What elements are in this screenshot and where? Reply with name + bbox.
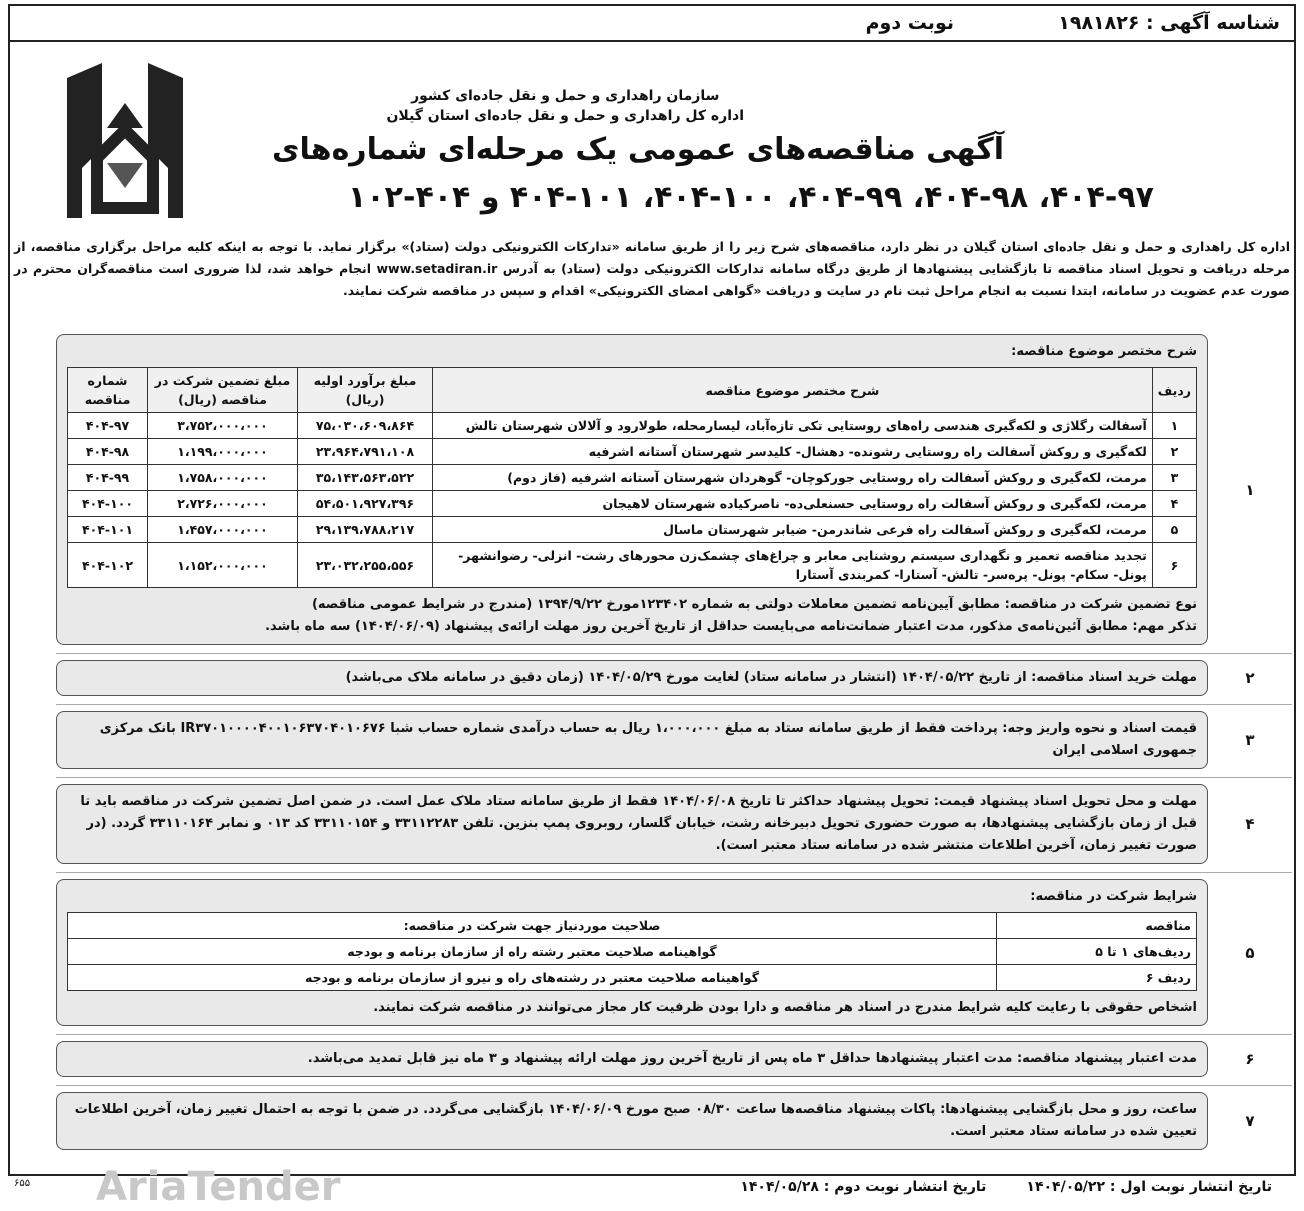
table-cell: ۲،۷۲۶،۰۰۰،۰۰۰ bbox=[148, 491, 298, 517]
table-row bbox=[68, 491, 1197, 517]
col-header: شماره مناقصه bbox=[68, 368, 148, 413]
col-header: مناقصه bbox=[997, 913, 1197, 939]
page-code: ۶۵۵ bbox=[14, 1178, 31, 1189]
table-cell: ۲۳،۰۳۲،۲۵۵،۵۵۶ bbox=[298, 543, 433, 588]
notice-header bbox=[10, 6, 1294, 42]
table-cell: ۴۰۴-۹۷ bbox=[68, 413, 148, 439]
section-row-4 bbox=[56, 777, 1292, 864]
intro-paragraph: اداره کل راهداری و حمل و نقل جاده‌ای استان گیلان در نظر دارد، مناقصه‌های شرح زیر را از طریق سامانه «تدارکات الکترونیکی دولت (ستاد)» برگزار نماید. با توجه به اینکه کلیه مراحل برگزاری مناقصه، از مرحله دریافت و تحویل اسناد مناقصه تا بازگشایی پیشنهادها از طریق درگاه سامانه تدارکات الکترونیکی دولت (ستاد) به آدرس www.setadiran.ir انجام خواهد شد، لذا ضروری است مناقصه‌گران محترم در صورت عدم عضویت در سامانه، ابتدا نسبت به انجام مراحل ثبت نام در سایت و دریافت «گواهی امضای الکترونیکی» اقدام و سپس در مناقصه شرکت نمایند. bbox=[14, 239, 1290, 298]
table-cell: ۴۰۴-۹۹ bbox=[68, 465, 148, 491]
table-row bbox=[68, 413, 1197, 439]
table-cell: ۷۵،۰۳۰،۶۰۹،۸۶۴ bbox=[298, 413, 433, 439]
table-row bbox=[68, 517, 1197, 543]
submission-deadline: مهلت و محل تحویل اسناد پیشنهاد قیمت: تحویل پیشنهاد حداکثر تا تاریخ ۱۴۰۴/۰۶/۰۸ فقط از طریق سامانه ستاد ملاک عمل است. در ضمن اصل تضمین شرکت در مناقصه باید تا قبل از زمان بازگشایی پیشنهادها، به صورت حضوری تحویل دبیرخانه رشت، خیابان گلسار، روبروی پمپ بنزین. تلفن ۳۳۱۱۲۲۸۳ و ۳۳۱۱۰۱۵۴ کد ۰۱۳ و نمابر ۳۳۱۱۰۱۶۴ گردد. (در صورت تغییر زمان، آخرین اطلاعات منتشر شده در سامانه ستاد معتبر است). bbox=[80, 794, 1197, 853]
road-organization-logo-icon bbox=[62, 58, 188, 226]
tender-numbers: ۴۰۴-۹۷، ۴۰۴-۹۸، ۴۰۴-۹۹، ۴۰۴-۱۰۰، ۴۰۴-۱۰۱ و ۴۰۴-۱۰۲ bbox=[348, 180, 1154, 215]
table-cell: ۴ bbox=[1152, 491, 1196, 517]
section-heading: شرایط شرکت در مناقصه: bbox=[1030, 889, 1197, 904]
table-header-row bbox=[68, 368, 1197, 413]
section-6 bbox=[56, 1041, 1208, 1077]
section-5 bbox=[56, 879, 1208, 1026]
table-cell: ۴۰۴-۱۰۲ bbox=[68, 543, 148, 588]
table-cell: ۲۹،۱۳۹،۷۸۸،۲۱۷ bbox=[298, 517, 433, 543]
section-row-2 bbox=[56, 653, 1292, 696]
section-3 bbox=[56, 711, 1208, 769]
table-cell: مرمت، لکه‌گیری و روکش آسفالت راه روستایی حسنعلی‌ده- ناصرکیاده شهرستان لاهیجان bbox=[433, 491, 1153, 517]
col-header: مبلغ تضمین شرکت در مناقصه (ریال) bbox=[148, 368, 298, 413]
section-row-1 bbox=[56, 334, 1292, 645]
section-heading: شرح مختصر موضوع مناقصه: bbox=[1011, 344, 1197, 359]
table-cell: ۱،۱۹۹،۰۰۰،۰۰۰ bbox=[148, 439, 298, 465]
org-line: سازمان راهداری و حمل و نقل جاده‌ای کشور bbox=[411, 88, 720, 104]
table-cell: ۱،۷۵۸،۰۰۰،۰۰۰ bbox=[148, 465, 298, 491]
col-header: مبلغ برآورد اولیه (ریال) bbox=[298, 368, 433, 413]
bid-validity: مدت اعتبار پیشنهاد مناقصه: مدت اعتبار پیشنهادها حداقل ۳ ماه پس از تاریخ آخرین روز مهلت ارائه پیشنهاد و ۳ ماه نیز قابل تمدید می‌باشد. bbox=[307, 1051, 1197, 1066]
table-cell: ردیف ۶ bbox=[997, 965, 1197, 991]
table-row bbox=[68, 939, 1197, 965]
table-header-row bbox=[68, 913, 1197, 939]
table-cell: ۴۰۴-۹۸ bbox=[68, 439, 148, 465]
publication-round: نوبت دوم bbox=[865, 12, 954, 34]
table-cell: ۵ bbox=[1152, 517, 1196, 543]
section-4 bbox=[56, 784, 1208, 864]
section-row-3 bbox=[56, 704, 1292, 769]
section-1 bbox=[56, 334, 1208, 645]
section-2 bbox=[56, 660, 1208, 696]
table-cell: گواهینامه صلاحیت معتبر رشته راه از سازمان برنامه و بودجه bbox=[68, 939, 997, 965]
table-cell: ۶ bbox=[1152, 543, 1196, 588]
important-note: تذکر مهم: مطابق آئین‌نامه‌ی مذکور، مدت اعتبار ضمانت‌نامه می‌بایست حداقل از تاریخ آخرین روز مهلت ارائه‌ی پیشنهاد (۱۴۰۴/۰۶/۰۹) سه ماه باشد. bbox=[265, 619, 1197, 634]
col-header: ردیف bbox=[1152, 368, 1196, 413]
table-cell: ۱،۴۵۷،۰۰۰،۰۰۰ bbox=[148, 517, 298, 543]
section-row-6 bbox=[56, 1034, 1292, 1077]
eligibility-note: اشخاص حقوقی با رعایت کلیه شرایط مندرج در اسناد هر مناقصه و دارا بودن ظرفیت کار مجاز می‌توانند در مناقصه شرکت نمایند. bbox=[373, 1000, 1197, 1015]
table-cell: ۲۳،۹۶۴،۷۹۱،۱۰۸ bbox=[298, 439, 433, 465]
table-row bbox=[68, 465, 1197, 491]
section-number: ۷ bbox=[1245, 1112, 1255, 1130]
second-publication-date: تاریخ انتشار نوبت دوم : ۱۴۰۴/۰۵/۲۸ bbox=[740, 1179, 987, 1195]
organization-name bbox=[386, 86, 744, 126]
table-cell: ۱ bbox=[1152, 413, 1196, 439]
org-subline: اداره کل راهداری و حمل و نقل جاده‌ای استان گیلان bbox=[386, 108, 744, 124]
notice-title: آگهی مناقصه‌های عمومی یک مرحله‌ای شماره‌های bbox=[272, 132, 1004, 167]
section-number: ۶ bbox=[1245, 1050, 1255, 1068]
col-header: صلاحیت موردنیاز جهت شرکت در مناقصه: bbox=[68, 913, 997, 939]
tenders-table bbox=[67, 367, 1197, 588]
table-cell: ۴۰۴-۱۰۰ bbox=[68, 491, 148, 517]
notice-id: شناسه آگهی : ۱۹۸۱۸۲۶ bbox=[1058, 12, 1280, 34]
table-cell: مرمت، لکه‌گیری و روکش آسفالت راه فرعی شاندرمن- ضیابر شهرستان ماسال bbox=[433, 517, 1153, 543]
guarantee-type-note: نوع تضمین شرکت در مناقصه: مطابق آیین‌نامه تضمین معاملات دولتی به شماره ۱۲۳۴۰۲مورخ ۱۳۹۴/۹/۲۲ (مندرج در شرایط عمومی مناقصه) bbox=[311, 597, 1197, 612]
table-cell: ۲ bbox=[1152, 439, 1196, 465]
table-cell: ۳۵،۱۴۳،۵۶۳،۵۲۲ bbox=[298, 465, 433, 491]
table-cell: ۵۴،۵۰۱،۹۲۷،۳۹۶ bbox=[298, 491, 433, 517]
section-row-7 bbox=[56, 1085, 1292, 1150]
table-cell: ۳،۷۵۲،۰۰۰،۰۰۰ bbox=[148, 413, 298, 439]
col-header: شرح مختصر موضوع مناقصه bbox=[433, 368, 1153, 413]
table-cell: ۱،۱۵۲،۰۰۰،۰۰۰ bbox=[148, 543, 298, 588]
section-7 bbox=[56, 1092, 1208, 1150]
table-cell: ردیف‌های ۱ تا ۵ bbox=[997, 939, 1197, 965]
table-cell: مرمت، لکه‌گیری و روکش آسفالت راه روستایی جورکوچان- گوهردان شهرستان آستانه اشرفیه (فاز دوم) bbox=[433, 465, 1153, 491]
table-cell: تجدید مناقصه تعمیر و نگهداری سیستم روشنایی معابر و چراغ‌های چشمک‌زن محورهای رشت- انزلی- رضوانشهر- پونل- سکام- پونل- پره‌سر- تالش- آستارا- کمربندی آستارا bbox=[433, 543, 1153, 588]
document-price: قیمت اسناد و نحوه واریز وجه: پرداخت فقط از طریق سامانه ستاد به مبلغ ۱،۰۰۰،۰۰۰ ریال به حساب درآمدی شماره حساب شبا IR۳۷۰۱۰۰۰۰۴۰۰۱۰۶۳۷۰۴۰۱۰۶۷۶ بانک مرکزی جمهوری اسلامی ایران bbox=[99, 721, 1197, 758]
section-number: ۵ bbox=[1245, 943, 1255, 962]
document-purchase-deadline: مهلت خرید اسناد مناقصه: از تاریخ ۱۴۰۴/۰۵/۲۲ (انتشار در سامانه ستاد) لغایت مورخ ۱۴۰۴/۰۵/۲۹ (زمان دقیق در سامانه ملاک می‌باشد) bbox=[345, 670, 1197, 685]
table-cell: گواهینامه صلاحیت معتبر در رشته‌های راه و نیرو از سازمان برنامه و بودجه bbox=[68, 965, 997, 991]
table-row bbox=[68, 965, 1197, 991]
table-cell: لکه‌گیری و روکش آسفالت راه روستایی رشونده- دهشال- کلیدسر شهرستان آستانه اشرفیه bbox=[433, 439, 1153, 465]
section-number: ۴ bbox=[1245, 815, 1255, 833]
section-number: ۲ bbox=[1245, 669, 1255, 687]
qualification-table bbox=[67, 912, 1197, 991]
section-number: ۳ bbox=[1245, 731, 1255, 749]
watermark: AriaTender bbox=[96, 1164, 341, 1210]
section-number: ۱ bbox=[1245, 480, 1255, 499]
sections-list bbox=[56, 334, 1292, 1210]
opening-time: ساعت، روز و محل بازگشایی پیشنهادها: پاکات پیشنهاد مناقصه‌ها ساعت ۰۸/۳۰ صبح مورخ ۱۴۰۴/۰۶/۰۹ بازگشایی می‌گردد. در ضمن با توجه به احتمال تغییر زمان، آخرین اطلاعات تعیین شده در سامانه ستاد معتبر است. bbox=[74, 1102, 1197, 1139]
table-cell: ۴۰۴-۱۰۱ bbox=[68, 517, 148, 543]
table-cell: آسفالت رگلاژی و لکه‌گیری هندسی راه‌های روستایی تکی تازه‌آباد، لیسارمحله، طولارود و آلالان شهرستان تالش bbox=[433, 413, 1153, 439]
section-row-5 bbox=[56, 872, 1292, 1026]
table-cell: ۳ bbox=[1152, 465, 1196, 491]
table-row bbox=[68, 439, 1197, 465]
first-publication-date: تاریخ انتشار نوبت اول : ۱۴۰۴/۰۵/۲۲ bbox=[1026, 1179, 1272, 1195]
publication-dates bbox=[56, 1164, 1292, 1210]
table-row bbox=[68, 543, 1197, 588]
